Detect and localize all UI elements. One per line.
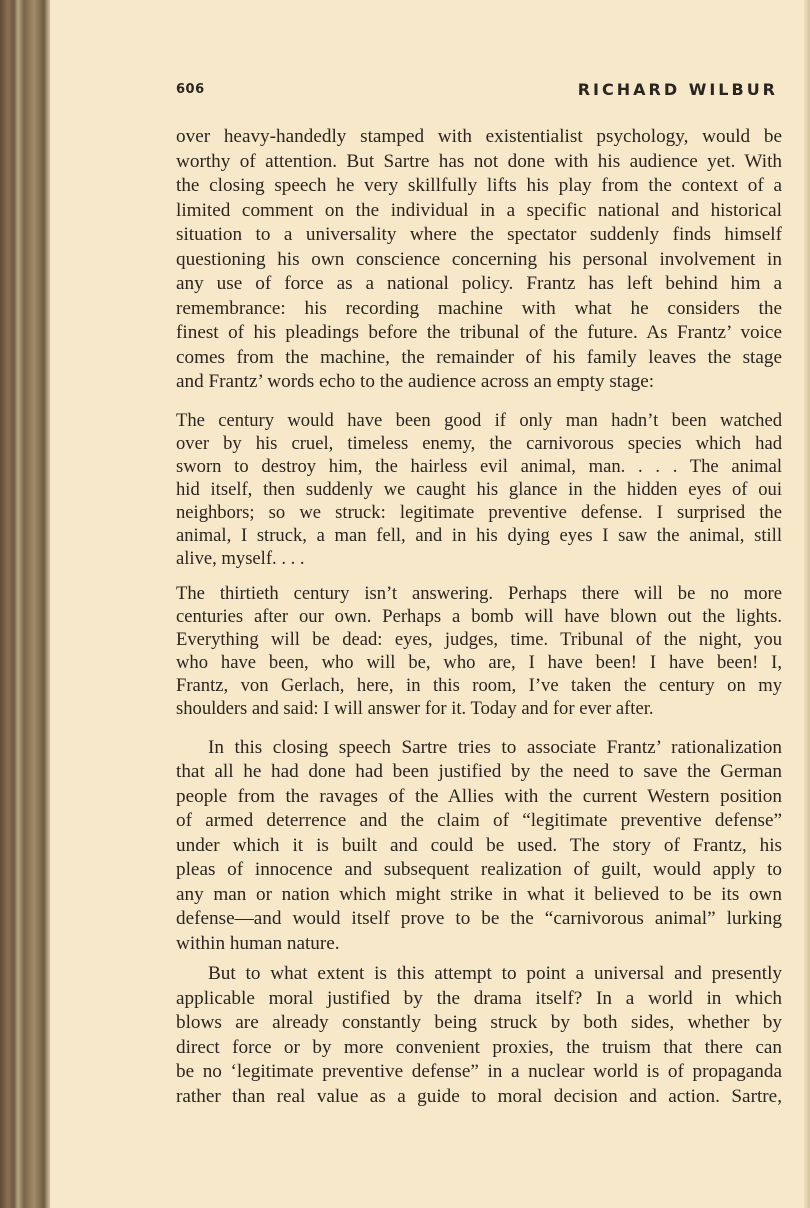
text-line: who have been, who will be, who are, I have been! I have been! I,: [176, 651, 782, 673]
text-line: The thirtieth century isn’t answering. Perhaps there will be no more: [176, 582, 782, 604]
book-spine-edge: [0, 0, 50, 1208]
text-line: comes from the machine, the remainder of his family leaves the stage: [176, 346, 782, 368]
text-line: Frantz, von Gerlach, here, in this room, I’ve taken the century on my: [176, 674, 782, 696]
text-line: be no ‘legitimate preventive defense” in a nuclear world is of propaganda: [176, 1061, 782, 1082]
text-line: pleas of innocence and subsequent realization of guilt, would apply to: [176, 859, 782, 880]
text-line: In this closing speech Sartre tries to associate Frantz’ rationalization: [208, 736, 782, 758]
text-line: But to what extent is this attempt to point a universal and presently: [208, 963, 782, 984]
text-line: situation to a universality where the spectator suddenly finds himself: [176, 224, 782, 245]
quote-paragraph-2: [176, 582, 782, 720]
text-line: of armed deterrence and the claim of “legitimate preventive defense”: [176, 810, 782, 831]
text-line: blows are already constantly being struck by both sides, whether by: [176, 1012, 782, 1033]
text-line: centuries after our own. Perhaps a bomb will have blown out the lights.: [176, 605, 782, 627]
text-line: shoulders and said: I will answer for it. Today and for ever after.: [176, 697, 654, 719]
text-line: and Frantz’ words echo to the audience across an empty stage:: [176, 371, 655, 392]
text-line: neighbors; so we struck: legitimate preventive defense. I surprised the: [176, 501, 782, 523]
text-line: that all he had done had been justified by the need to save the German: [176, 761, 782, 782]
text-line: questioning his own conscience concerning his personal involvement in: [176, 248, 782, 270]
quote-paragraph-1: [176, 409, 782, 570]
text-line: direct force or by more convenient proxies, the truism that there can: [176, 1036, 782, 1058]
text-line: defense—and would itself prove to be the “carnivorous animal” lurking: [176, 908, 782, 929]
text-line: worthy of attention. But Sartre has not done with his audience yet. With: [176, 150, 782, 172]
page-body: [176, 125, 782, 1109]
paragraph-3: [176, 962, 782, 1109]
text-line: sworn to destroy him, the hairless evil animal, man. . . . The animal: [176, 455, 782, 477]
text-line: over by his cruel, timeless enemy, the carnivorous species which had: [176, 432, 782, 454]
text-line: over heavy-handedly stamped with existentialist psychology, would be: [176, 126, 782, 147]
text-line: remembrance: his recording machine with what he considers the: [176, 297, 782, 319]
running-head: RICHARD WILBUR: [577, 80, 778, 99]
text-line: the closing speech he very skillfully lifts his play from the context of a: [176, 175, 782, 196]
text-line: rather than real value as a guide to moral decision and action. Sartre,: [176, 1085, 782, 1107]
text-line: people from the ravages of the Allies with the current Western position: [176, 785, 782, 807]
text-line: animal, I struck, a man fell, and in his dying eyes I saw the animal, still: [176, 524, 782, 546]
text-line: applicable moral justified by the drama itself? In a world in which: [176, 987, 782, 1009]
text-line: alive, myself. . . .: [176, 547, 305, 569]
text-line: The century would have been good if only man hadn’t been watched: [176, 409, 782, 431]
text-line: any man or nation which might strike in what it believed to be its own: [176, 883, 782, 905]
text-line: Everything will be dead: eyes, judges, time. Tribunal of the night, you: [176, 628, 782, 650]
text-line: finest of his pleadings before the tribunal of the future. As Frantz’ voice: [176, 322, 782, 343]
page-edge: [804, 0, 810, 1208]
paragraph-1: [176, 125, 782, 395]
paragraph-2: [176, 736, 782, 957]
page-number: 606: [176, 82, 205, 97]
text-line: within human nature.: [176, 932, 340, 954]
text-line: hid itself, then suddenly we caught his glance in the hidden eyes of oui: [176, 478, 782, 500]
text-line: any use of force as a national policy. Frantz has left behind him a: [176, 273, 782, 294]
text-line: limited comment on the individual in a specific national and historical: [176, 199, 782, 221]
text-line: under which it is built and could be used. The story of Frantz, his: [176, 834, 782, 856]
